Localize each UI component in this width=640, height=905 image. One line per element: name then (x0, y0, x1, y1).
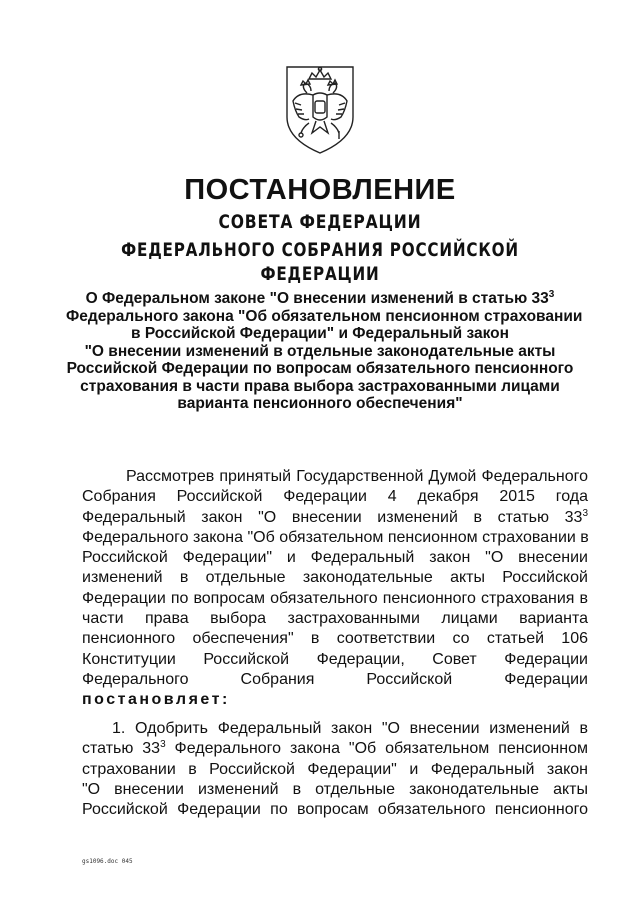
document-title: ПОСТАНОВЛЕНИЕ (184, 174, 456, 206)
clause-1-line: "О внесении изменений в отдельные законодательные акты (82, 780, 588, 798)
preamble-line: Собрания Российской Федерации 4 декабря 2015 года (82, 488, 588, 506)
coat-of-arms-emblem (283, 65, 357, 155)
clause-1-line: Российской Федерации по вопросам обязательного пенсионного (82, 801, 588, 819)
heading-line: Федерального закона "Об обязательном пенсионном страховании (66, 307, 583, 325)
preamble-line: Российской Федерации" и Федеральный закон "О внесении (82, 549, 588, 567)
preamble-paragraph (82, 467, 588, 711)
resolution-heading (66, 289, 583, 413)
article-superscript: 3 (582, 507, 588, 519)
heading-line: варианта пенсионного обеспечения" (177, 395, 463, 412)
heading-line: "О внесении изменений в отдельные законодательные акты (84, 342, 556, 360)
document-subtitle-line2: ФЕДЕРАЛЬНОГО СОБРАНИЯ РОССИЙСКОЙ ФЕДЕРАЦИИ (121, 239, 519, 285)
preamble-line: Рассмотрев принятый Государственной Думой Федерального (126, 468, 588, 485)
clause-1-line: статью $33^3$ Федерального закона "Об обязательном пенсионном (82, 739, 588, 758)
preamble-line: Федерального Собрания Российской Федерации (82, 670, 588, 688)
preamble-line: Федерального закона "Об обязательном пенсионном страховании в (82, 528, 589, 546)
heading-line: страхования в части права выбора застрахованными лицами (80, 377, 560, 395)
heading-line: О Федеральном законе "О внесении изменений в статью $33^3$ (85, 289, 555, 307)
preamble-line: Федеральный закон "О внесении изменений в статью $33^3$ (82, 507, 588, 526)
preamble-line: пенсионного обеспечения" в соответствии со статьей 106 (82, 630, 588, 648)
resolves-keyword: постановляет: (82, 691, 230, 709)
article-superscript: 3 (548, 289, 555, 300)
preamble-line: изменений в отдельные законодательные акты Российской (82, 569, 588, 587)
heading-line: в Российской Федерации" и Федеральный закон (130, 325, 509, 342)
heading-line: Российской Федерации по вопросам обязательного пенсионного (66, 360, 574, 377)
document-footer-code: gs1096.doc 045 (82, 858, 133, 865)
clause-1-paragraph (82, 719, 588, 820)
clause-1-line: 1. Одобрить Федеральный закон "О внесении изменений в (112, 720, 588, 737)
preamble-line: Конституции Российской Федерации, Совет Федерации (82, 650, 588, 668)
article-superscript: 3 (160, 739, 166, 751)
document-subtitle-line1: СОВЕТА ФЕДЕРАЦИИ (218, 211, 422, 233)
preamble-line: части права выбора застрахованными лицами варианта (82, 610, 588, 628)
clause-1-line: страховании в Российской Федерации" и Федеральный закон (82, 760, 588, 778)
preamble-line: Федерации по вопросам обязательного пенсионного страхования в (82, 589, 588, 607)
